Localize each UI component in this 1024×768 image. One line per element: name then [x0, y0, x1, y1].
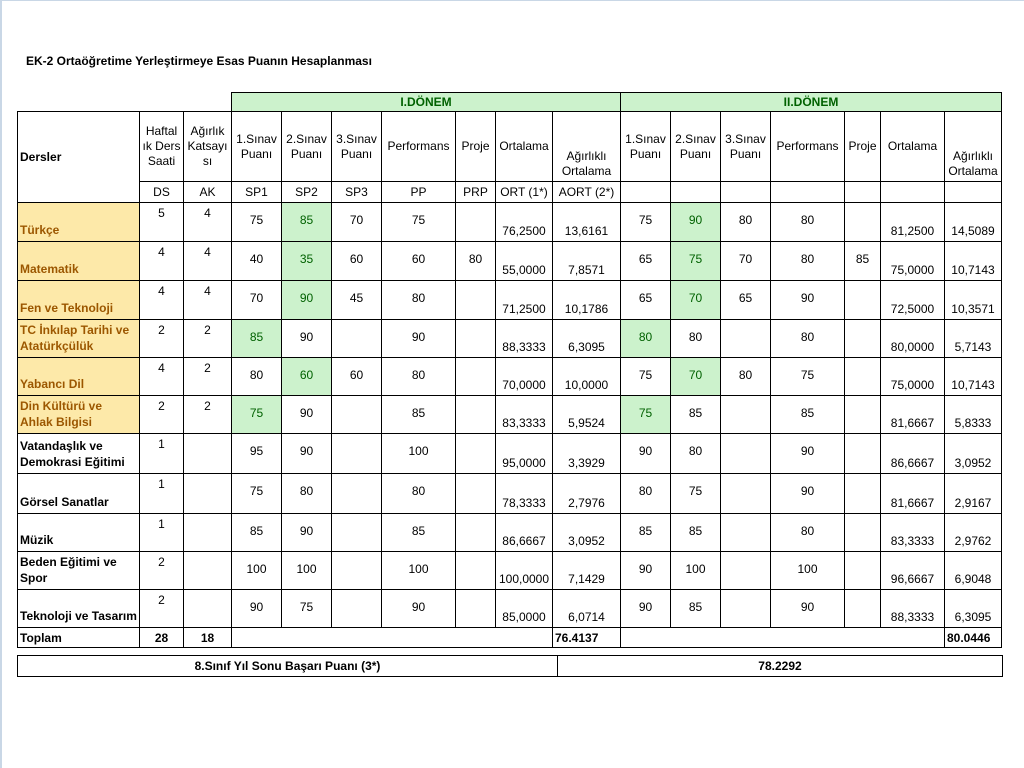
table-row — [18, 434, 1002, 474]
summary-value: 78.2292 — [558, 656, 1003, 677]
score-cell: 100 — [382, 552, 456, 590]
average-cell: 86,6667 — [881, 434, 945, 474]
weighted-average-cell: 6,9048 — [945, 552, 1002, 590]
totals-hours: 28 — [140, 628, 184, 648]
subject-name: Yabancı Dil — [18, 358, 140, 396]
weight-cell: 4 — [184, 281, 232, 320]
table-row — [18, 590, 1002, 628]
score-cell: 80 — [721, 358, 771, 396]
weighted-average-cell: 2,7976 — [553, 474, 621, 514]
hours-cell: 1 — [140, 474, 184, 514]
score-cell: 80 — [721, 203, 771, 242]
code-cell — [845, 182, 881, 203]
score-cell: 75 — [621, 358, 671, 396]
table-row — [18, 320, 1002, 358]
hours-cell: 2 — [140, 590, 184, 628]
subject-name: Matematik — [18, 242, 140, 281]
totals-aort1: 76.4137 — [553, 628, 621, 648]
code-cell: SP1 — [232, 182, 282, 203]
score-cell: 85 — [845, 242, 881, 281]
score-cell: 75 — [282, 590, 332, 628]
score-cell — [845, 552, 881, 590]
table-row — [18, 358, 1002, 396]
weight-cell — [184, 514, 232, 552]
summary-row — [18, 656, 1003, 677]
code-cell: SP3 — [332, 182, 382, 203]
score-cell: 90 — [282, 320, 332, 358]
score-cell — [845, 203, 881, 242]
score-cell: 75 — [621, 203, 671, 242]
average-cell: 75,0000 — [881, 242, 945, 281]
subject-name: Görsel Sanatlar — [18, 474, 140, 514]
score-cell: 85 — [232, 320, 282, 358]
weighted-average-cell: 5,7143 — [945, 320, 1002, 358]
weighted-average-cell: 6,3095 — [945, 590, 1002, 628]
p2-proje-header: Proje — [845, 112, 881, 182]
score-cell — [721, 396, 771, 434]
weight-cell — [184, 434, 232, 474]
score-cell: 80 — [382, 358, 456, 396]
score-cell — [845, 474, 881, 514]
score-cell: 85 — [382, 396, 456, 434]
score-cell — [456, 514, 496, 552]
average-cell: 86,6667 — [496, 514, 553, 552]
weighted-average-cell: 2,9762 — [945, 514, 1002, 552]
totals-weight: 18 — [184, 628, 232, 648]
score-cell: 75 — [232, 396, 282, 434]
table-row — [18, 242, 1002, 281]
score-cell — [456, 434, 496, 474]
score-cell: 85 — [771, 396, 845, 434]
p2-ort-header: Ortalama — [881, 112, 945, 182]
average-cell: 95,0000 — [496, 434, 553, 474]
p1-ort-header: Ortalama — [496, 112, 553, 182]
average-cell: 96,6667 — [881, 552, 945, 590]
score-cell — [332, 474, 382, 514]
p1-aort-header: Ağırlıklı Ortalama — [553, 112, 621, 182]
score-cell: 100 — [382, 434, 456, 474]
average-cell: 100,0000 — [496, 552, 553, 590]
table-row — [18, 474, 1002, 514]
totals-row — [18, 628, 1002, 648]
score-cell: 80 — [282, 474, 332, 514]
score-cell — [845, 434, 881, 474]
score-cell — [332, 396, 382, 434]
score-cell: 80 — [456, 242, 496, 281]
slide-left-edge — [0, 0, 2, 768]
score-cell: 90 — [282, 281, 332, 320]
score-cell — [456, 281, 496, 320]
average-cell: 78,3333 — [496, 474, 553, 514]
average-cell: 70,0000 — [496, 358, 553, 396]
score-cell: 100 — [232, 552, 282, 590]
average-cell: 76,2500 — [496, 203, 553, 242]
score-cell: 80 — [671, 434, 721, 474]
score-cell — [456, 474, 496, 514]
score-cell: 80 — [771, 203, 845, 242]
average-cell: 75,0000 — [881, 358, 945, 396]
weighted-average-cell: 10,7143 — [945, 358, 1002, 396]
score-cell — [845, 358, 881, 396]
score-cell: 80 — [771, 242, 845, 281]
score-cell: 80 — [382, 281, 456, 320]
p1-sp3-header: 3.Sınav Puanı — [332, 112, 382, 182]
score-cell — [721, 514, 771, 552]
score-cell: 70 — [332, 203, 382, 242]
code-cell — [721, 182, 771, 203]
average-cell: 83,3333 — [496, 396, 553, 434]
average-cell: 80,0000 — [881, 320, 945, 358]
dersler-header: Dersler — [18, 112, 140, 203]
score-cell: 60 — [332, 358, 382, 396]
weighted-average-cell: 10,1786 — [553, 281, 621, 320]
hours-cell: 2 — [140, 396, 184, 434]
score-cell: 90 — [382, 320, 456, 358]
score-cell: 90 — [621, 590, 671, 628]
average-cell: 72,5000 — [881, 281, 945, 320]
subject-name: Müzik — [18, 514, 140, 552]
subject-name: Beden Eğitimi ve Spor — [18, 552, 140, 590]
score-cell: 80 — [771, 514, 845, 552]
weight-header: Ağırlık Katsayı sı — [184, 112, 232, 182]
score-cell: 75 — [671, 242, 721, 281]
table-row — [18, 396, 1002, 434]
code-cell: PRP — [456, 182, 496, 203]
weighted-average-cell: 3,0952 — [945, 434, 1002, 474]
score-cell — [332, 590, 382, 628]
score-cell — [845, 281, 881, 320]
weight-cell — [184, 590, 232, 628]
table-row — [18, 281, 1002, 320]
score-cell: 90 — [671, 203, 721, 242]
score-cell — [332, 514, 382, 552]
slide-top-edge — [0, 0, 1024, 1]
score-cell: 60 — [382, 242, 456, 281]
score-cell: 100 — [771, 552, 845, 590]
code-cell — [771, 182, 845, 203]
weighted-average-cell: 14,5089 — [945, 203, 1002, 242]
score-cell: 90 — [282, 514, 332, 552]
hours-cell: 1 — [140, 514, 184, 552]
score-cell: 65 — [621, 281, 671, 320]
score-cell: 90 — [382, 590, 456, 628]
score-cell: 75 — [771, 358, 845, 396]
score-cell: 35 — [282, 242, 332, 281]
weight-cell: 4 — [184, 203, 232, 242]
code-cell: SP2 — [282, 182, 332, 203]
score-cell: 70 — [671, 358, 721, 396]
weighted-average-cell: 10,7143 — [945, 242, 1002, 281]
score-cell: 90 — [282, 434, 332, 474]
weighted-average-cell: 6,3095 — [553, 320, 621, 358]
average-cell: 81,2500 — [881, 203, 945, 242]
score-cell — [456, 203, 496, 242]
score-cell: 70 — [721, 242, 771, 281]
weighted-average-cell: 2,9167 — [945, 474, 1002, 514]
score-cell: 80 — [621, 320, 671, 358]
score-cell: 70 — [671, 281, 721, 320]
p2-sp3-header: 3.Sınav Puanı — [721, 112, 771, 182]
weighted-average-cell: 10,0000 — [553, 358, 621, 396]
score-cell — [332, 434, 382, 474]
subject-name: Teknoloji ve Tasarım — [18, 590, 140, 628]
subject-name: Fen ve Teknoloji — [18, 281, 140, 320]
weighted-average-cell: 3,0952 — [553, 514, 621, 552]
hours-cell: 1 — [140, 434, 184, 474]
score-cell — [721, 474, 771, 514]
summary-table — [17, 655, 1003, 677]
page-title: EK-2 Ortaöğretime Yerleştirmeye Esas Puanın Hesaplanması — [26, 54, 372, 68]
p2-aort-header: Ağırlıklı Ortalama — [945, 112, 1002, 182]
score-cell — [456, 552, 496, 590]
average-cell: 88,3333 — [881, 590, 945, 628]
blank-cell — [621, 628, 945, 648]
score-cell: 75 — [671, 474, 721, 514]
code-cell: ORT (1*) — [496, 182, 553, 203]
weighted-average-cell: 5,9524 — [553, 396, 621, 434]
weighted-average-cell: 10,3571 — [945, 281, 1002, 320]
subject-name: TC İnkılap Tarihi ve Atatürkçülük — [18, 320, 140, 358]
score-cell: 90 — [621, 434, 671, 474]
code-cell: AK — [184, 182, 232, 203]
code-cell — [671, 182, 721, 203]
code-cell — [945, 182, 1002, 203]
score-cell — [721, 434, 771, 474]
score-cell: 65 — [721, 281, 771, 320]
score-cell: 85 — [671, 396, 721, 434]
score-cell — [456, 590, 496, 628]
code-cell: PP — [382, 182, 456, 203]
average-cell: 81,6667 — [881, 474, 945, 514]
average-cell: 83,3333 — [881, 514, 945, 552]
score-cell: 75 — [382, 203, 456, 242]
column-header-row — [18, 112, 1002, 182]
score-cell: 85 — [671, 514, 721, 552]
hours-header: Haftal ık Ders Saati — [140, 112, 184, 182]
period1-header: I.DÖNEM — [232, 93, 621, 112]
subject-name: Din Kültürü ve Ahlak Bilgisi — [18, 396, 140, 434]
weighted-average-cell: 5,8333 — [945, 396, 1002, 434]
average-cell: 55,0000 — [496, 242, 553, 281]
score-cell — [845, 590, 881, 628]
score-cell — [721, 590, 771, 628]
score-cell: 90 — [771, 590, 845, 628]
p1-proje-header: Proje — [456, 112, 496, 182]
p2-sp2-header: 2.Sınav Puanı — [671, 112, 721, 182]
table-row — [18, 203, 1002, 242]
score-cell: 75 — [232, 203, 282, 242]
weighted-average-cell: 7,8571 — [553, 242, 621, 281]
score-cell: 90 — [621, 552, 671, 590]
p2-perf-header: Performans — [771, 112, 845, 182]
weight-cell: 2 — [184, 320, 232, 358]
totals-label: Toplam — [18, 628, 140, 648]
score-cell — [456, 396, 496, 434]
p1-perf-header: Performans — [382, 112, 456, 182]
score-cell: 95 — [232, 434, 282, 474]
score-cell: 100 — [671, 552, 721, 590]
table-row — [18, 552, 1002, 590]
score-cell: 85 — [671, 590, 721, 628]
p1-sp2-header: 2.Sınav Puanı — [282, 112, 332, 182]
score-cell: 80 — [232, 358, 282, 396]
summary-label: 8.Sınıf Yıl Sonu Başarı Puanı (3*) — [18, 656, 558, 677]
score-cell: 85 — [282, 203, 332, 242]
score-cell: 80 — [671, 320, 721, 358]
code-cell: AORT (2*) — [553, 182, 621, 203]
weight-cell: 2 — [184, 358, 232, 396]
score-cell — [721, 552, 771, 590]
score-cell: 90 — [771, 434, 845, 474]
score-cell — [332, 320, 382, 358]
weighted-average-cell: 7,1429 — [553, 552, 621, 590]
hours-cell: 5 — [140, 203, 184, 242]
hours-cell: 4 — [140, 281, 184, 320]
score-cell: 90 — [282, 396, 332, 434]
weighted-average-cell: 6,0714 — [553, 590, 621, 628]
code-cell: DS — [140, 182, 184, 203]
weight-cell: 4 — [184, 242, 232, 281]
score-table — [17, 92, 1002, 648]
hours-cell: 2 — [140, 552, 184, 590]
score-cell: 90 — [771, 281, 845, 320]
weight-cell: 2 — [184, 396, 232, 434]
score-cell: 80 — [621, 474, 671, 514]
score-cell: 85 — [621, 514, 671, 552]
score-cell: 40 — [232, 242, 282, 281]
score-cell: 80 — [382, 474, 456, 514]
score-cell: 80 — [771, 320, 845, 358]
weighted-average-cell: 13,6161 — [553, 203, 621, 242]
score-cell — [845, 514, 881, 552]
score-cell: 90 — [771, 474, 845, 514]
weight-cell — [184, 552, 232, 590]
score-cell — [456, 320, 496, 358]
score-cell — [721, 320, 771, 358]
blank-cell — [232, 628, 553, 648]
score-cell: 60 — [332, 242, 382, 281]
hours-cell: 4 — [140, 242, 184, 281]
period2-header: II.DÖNEM — [621, 93, 1002, 112]
score-cell: 70 — [232, 281, 282, 320]
average-cell: 88,3333 — [496, 320, 553, 358]
score-cell — [456, 358, 496, 396]
score-cell: 85 — [382, 514, 456, 552]
empty-cell — [18, 93, 232, 112]
score-cell: 45 — [332, 281, 382, 320]
weight-cell — [184, 474, 232, 514]
average-cell: 81,6667 — [881, 396, 945, 434]
score-cell: 75 — [621, 396, 671, 434]
table-row — [18, 514, 1002, 552]
score-cell: 90 — [232, 590, 282, 628]
score-cell — [332, 552, 382, 590]
score-cell: 75 — [232, 474, 282, 514]
code-cell — [881, 182, 945, 203]
subject-name: Vatandaşlık ve Demokrasi Eğitimi — [18, 434, 140, 474]
totals-aort2: 80.0446 — [945, 628, 1002, 648]
score-cell — [845, 320, 881, 358]
score-cell: 100 — [282, 552, 332, 590]
score-cell: 60 — [282, 358, 332, 396]
hours-cell: 2 — [140, 320, 184, 358]
period-header-row — [18, 93, 1002, 112]
hours-cell: 4 — [140, 358, 184, 396]
code-cell — [621, 182, 671, 203]
p1-sp1-header: 1.Sınav Puanı — [232, 112, 282, 182]
average-cell: 71,2500 — [496, 281, 553, 320]
weighted-average-cell: 3,3929 — [553, 434, 621, 474]
p2-sp1-header: 1.Sınav Puanı — [621, 112, 671, 182]
average-cell: 85,0000 — [496, 590, 553, 628]
score-cell — [845, 396, 881, 434]
subject-name: Türkçe — [18, 203, 140, 242]
score-cell: 85 — [232, 514, 282, 552]
score-cell: 65 — [621, 242, 671, 281]
code-row — [18, 182, 1002, 203]
